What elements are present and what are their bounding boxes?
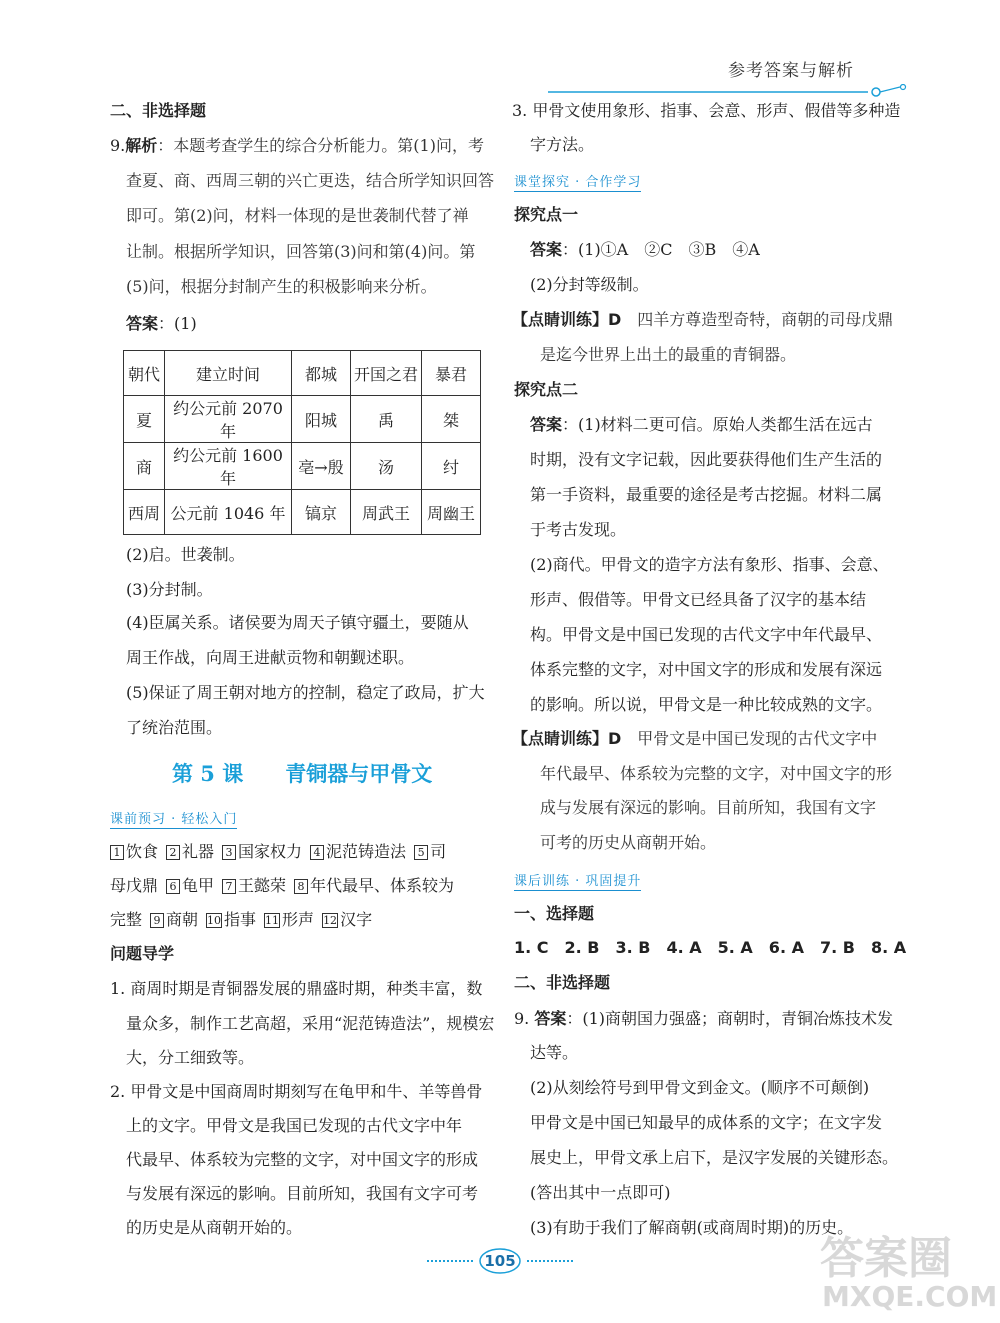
table-header-cell: 都城 — [292, 351, 351, 396]
point2-line: 于考古发现。 — [530, 520, 627, 539]
train-text: 甲骨文是中国已发现的古代文字中 — [621, 729, 878, 748]
fill-item — [150, 910, 198, 929]
q9-number: 9. — [110, 136, 126, 155]
point1-title: 探究点一 — [514, 205, 579, 224]
q9-text-line: 即可。第(2)问，材料一体现的是世袭制代替了禅 — [126, 206, 469, 225]
point2-line: 时期，没有文字记载，因此要获得他们生产生活的 — [530, 450, 883, 469]
blank-number: 5 — [414, 845, 428, 860]
table-cell: 周武王 — [351, 490, 422, 535]
fill-item — [222, 876, 286, 895]
blank-number: 12 — [323, 914, 338, 927]
watermark-logo: 答案圈 — [820, 1233, 952, 1284]
guide-line: 2. 甲骨文是中国商周时期刻写在龟甲和牛、羊等兽骨 — [110, 1082, 483, 1101]
section-bar-class: 课堂探究 · 合作学习 — [514, 171, 641, 192]
q9-text: ：本题考查学生的综合分析能力。第(1)问，考 — [157, 136, 484, 155]
answer-line: (5)保证了周王朝对地方的控制，稳定了政局，扩大 — [126, 683, 485, 702]
fill-item — [414, 842, 446, 861]
table-header-cell: 暴君 — [422, 351, 481, 396]
q9-line: (2)从刻绘符号到甲骨文到金文。(顺序不可颠倒) — [530, 1078, 870, 1097]
blank-number: 11 — [265, 914, 280, 927]
train1-line: 是迄今世界上出土的最重的青铜器。 — [540, 345, 797, 364]
section-bar-preview: 课前预习 · 轻松入门 — [110, 808, 237, 829]
point2-line: 体系完整的文字，对中国文字的形成和发展有深远 — [530, 660, 883, 679]
table-cell: 约公元前 1600 年 — [165, 443, 292, 490]
guide-line: 代最早、体系较为完整的文字，对中国文字的形成 — [126, 1150, 479, 1169]
table-header-cell: 开国之君 — [351, 351, 422, 396]
watermark-url: MXQE.COM — [822, 1280, 998, 1313]
train-tag: 【点睛训练】 — [512, 310, 609, 329]
guide-line: 上的文字。甲骨文是我国已发现的古代文字中年 — [126, 1116, 463, 1135]
guide-line: 与发展有深远的影响。目前所知，我国有文字可考 — [126, 1184, 479, 1203]
point2-line: 构。甲骨文是中国已发现的古代文字中年代最早、 — [530, 625, 883, 644]
q9-text-line: (5)问，根据分封制产生的积极影响来分析。 — [126, 277, 437, 296]
q3-line: 字方法。 — [530, 135, 595, 154]
answer-line: (2)启。世袭制。 — [126, 545, 245, 564]
table-cell: 西周 — [124, 490, 165, 535]
section-title-nonchoice: 二、非选择题 — [110, 101, 207, 120]
point2-answer — [530, 415, 873, 435]
blank-answer: 形声 — [282, 910, 315, 929]
blank-answer: 王懿荣 — [238, 876, 287, 895]
train2-line: 可考的历史从商朝开始。 — [540, 833, 717, 852]
blank-answer: 龟甲 — [182, 876, 215, 895]
table-row — [124, 490, 481, 535]
fill-item — [264, 910, 314, 929]
answer-text: ：(1) — [158, 314, 197, 333]
guide-line: 大，分工细致等。 — [126, 1048, 255, 1067]
point2-line: (2)商代。甲骨文的造字方法有象形、指事、会意、 — [530, 555, 889, 574]
blank-answer: 商朝 — [166, 910, 199, 929]
answer-text: ：(1)材料二更可信。原始人类都生活在远古 — [562, 415, 873, 434]
q9-line: 达等。 — [530, 1043, 579, 1062]
table-cell: 亳→殷 — [292, 443, 351, 490]
point2-title: 探究点二 — [514, 380, 579, 399]
fill-item — [110, 876, 158, 895]
table-cell: 汤 — [351, 443, 422, 490]
q9-analysis-line — [110, 136, 484, 156]
q9-answer-line — [514, 1009, 893, 1029]
answer-text: ：(1)商朝国力强盛；商朝时，青铜冶炼技术发 — [566, 1009, 894, 1028]
train-tag: 【点睛训练】 — [512, 729, 609, 748]
lesson-title: 第 5 课 青铜器与甲骨文 — [172, 761, 433, 786]
table-cell: 商 — [124, 443, 165, 490]
blank-number: 1 — [110, 845, 124, 860]
guide-line: 1. 商周时期是青铜器发展的鼎盛时期，种类丰富，数 — [110, 979, 483, 998]
blank-answer: 完整 — [110, 910, 143, 929]
q3-line: 3. 甲骨文使用象形、指事、会意、形声、假借等多种造 — [512, 101, 901, 120]
point2-line: 的影响。所以说，甲骨文是一种比较成熟的文字。 — [530, 695, 883, 714]
blank-answer: 指事 — [224, 910, 257, 929]
point1-answer — [530, 240, 760, 260]
blank-number: 10 — [207, 914, 222, 927]
blank-answer: 国家权力 — [238, 842, 303, 861]
blank-number: 9 — [150, 913, 164, 928]
page-number: 105 — [484, 1252, 516, 1270]
table-cell: 夏 — [124, 396, 165, 443]
blank-number: 2 — [166, 845, 180, 860]
answer-label: 答案 — [126, 314, 159, 333]
fill-item — [166, 876, 214, 895]
fill-line — [110, 842, 454, 862]
guide-line: 量众多，制作工艺高超，采用“泥范铸造法”，规模宏 — [126, 1014, 495, 1033]
q9-line: (3)有助于我们了解商朝(或商周时期)的历史。 — [530, 1218, 854, 1237]
table-cell: 禹 — [351, 396, 422, 443]
answer-label: 答案 — [530, 240, 563, 259]
blank-answer: 年代最早、体系较为 — [310, 876, 455, 895]
guide-line: 的历史是从商朝开始的。 — [126, 1218, 303, 1237]
table-cell: 公元前 1046 年 — [165, 490, 292, 535]
fill-item — [110, 910, 142, 929]
table-header-cell: 朝代 — [124, 351, 165, 396]
train2-line: 成与发展有深远的影响。目前所知，我国有文字 — [540, 798, 877, 817]
blank-number: 3 — [222, 845, 236, 860]
table-header-cell: 建立时间 — [165, 351, 292, 396]
blank-answer: 汉字 — [340, 910, 373, 929]
section-title-choice: 一、选择题 — [514, 904, 595, 923]
table-cell: 阳城 — [292, 396, 351, 443]
train2-line: 年代最早、体系较为完整的文字，对中国文字的形 — [540, 764, 893, 783]
dynasty-table — [123, 350, 481, 535]
blank-number: 8 — [294, 879, 308, 894]
fill-line — [110, 876, 462, 896]
choice-answers: 1. C 2. B 3. B 4. A 5. A 6. A 7. B 8. A — [514, 938, 907, 957]
table-cell: 纣 — [422, 443, 481, 490]
q9-line: 甲骨文是中国已知最早的成体系的文字；在文字发 — [530, 1113, 883, 1132]
answer-text: ：(1)①A ②C ③B ④A — [562, 240, 760, 259]
table-row — [124, 396, 481, 443]
q9-number: 9. — [514, 1009, 535, 1028]
point2-line: 形声、假借等。甲骨文已经具备了汉字的基本结 — [530, 590, 867, 609]
train-text: 四羊方尊造型奇特，商朝的司母戊鼎 — [621, 310, 894, 329]
q9-keyword: 解析 — [125, 136, 158, 155]
table-cell: 镐京 — [292, 490, 351, 535]
answer-line: (4)臣属关系。诸侯要为周天子镇守疆土，要随从 — [126, 613, 469, 632]
blank-answer: 泥范铸造法 — [326, 842, 407, 861]
fill-item — [110, 842, 158, 861]
fill-item — [206, 910, 256, 929]
blank-number: 7 — [222, 879, 236, 894]
fill-item — [294, 876, 454, 895]
blank-answer: 母戊鼎 — [110, 876, 159, 895]
guide-title: 问题导学 — [110, 944, 175, 963]
q9-line: (答出其中一点即可) — [530, 1183, 671, 1202]
running-header: 参考答案与解析 — [728, 61, 854, 81]
answer-line: 周王作战，向周王进献贡物和朝觐述职。 — [126, 648, 415, 667]
answer-line: (3)分封制。 — [126, 580, 213, 599]
table-cell: 约公元前 2070 年 — [165, 396, 292, 443]
point2-line: 第一手资料，最重要的途径是考古挖掘。材料二属 — [530, 485, 883, 504]
fill-item — [310, 842, 406, 861]
blank-answer: 司 — [430, 842, 447, 861]
blank-answer: 礼器 — [182, 842, 215, 861]
blank-answer: 饮食 — [126, 842, 159, 861]
train2-line — [512, 729, 877, 749]
fill-line — [110, 910, 380, 930]
table-row — [124, 443, 481, 490]
fill-item — [166, 842, 214, 861]
fill-item — [222, 842, 302, 861]
section-bar-after: 课后训练 · 巩固提升 — [514, 870, 641, 891]
train-answer: D — [608, 310, 622, 329]
table-header-row — [124, 351, 481, 396]
header-decoration — [548, 84, 908, 98]
answer-label: 答案 — [530, 415, 563, 434]
point1-line: (2)分封等级制。 — [530, 275, 649, 294]
q9-line: 展史上，甲骨文承上启下，是汉字发展的关键形态。 — [530, 1148, 899, 1167]
train1-line — [512, 310, 893, 330]
blank-number: 6 — [166, 879, 180, 894]
fill-item — [322, 910, 372, 929]
q9-text-line: 让制。根据所学知识，回答第(3)问和第(4)问。第 — [126, 242, 476, 261]
table-cell: 周幽王 — [422, 490, 481, 535]
table-cell: 桀 — [422, 396, 481, 443]
blank-number: 4 — [310, 845, 324, 860]
answer-label: 答案 — [534, 1009, 567, 1028]
answer-line — [126, 314, 197, 334]
q9-text-line: 查夏、商、西周三朝的兴亡更迭，结合所学知识回答 — [126, 171, 495, 190]
section-title-nonchoice: 二、非选择题 — [514, 973, 611, 992]
train-answer: D — [608, 729, 622, 748]
answer-line: 了统治范围。 — [126, 718, 223, 737]
